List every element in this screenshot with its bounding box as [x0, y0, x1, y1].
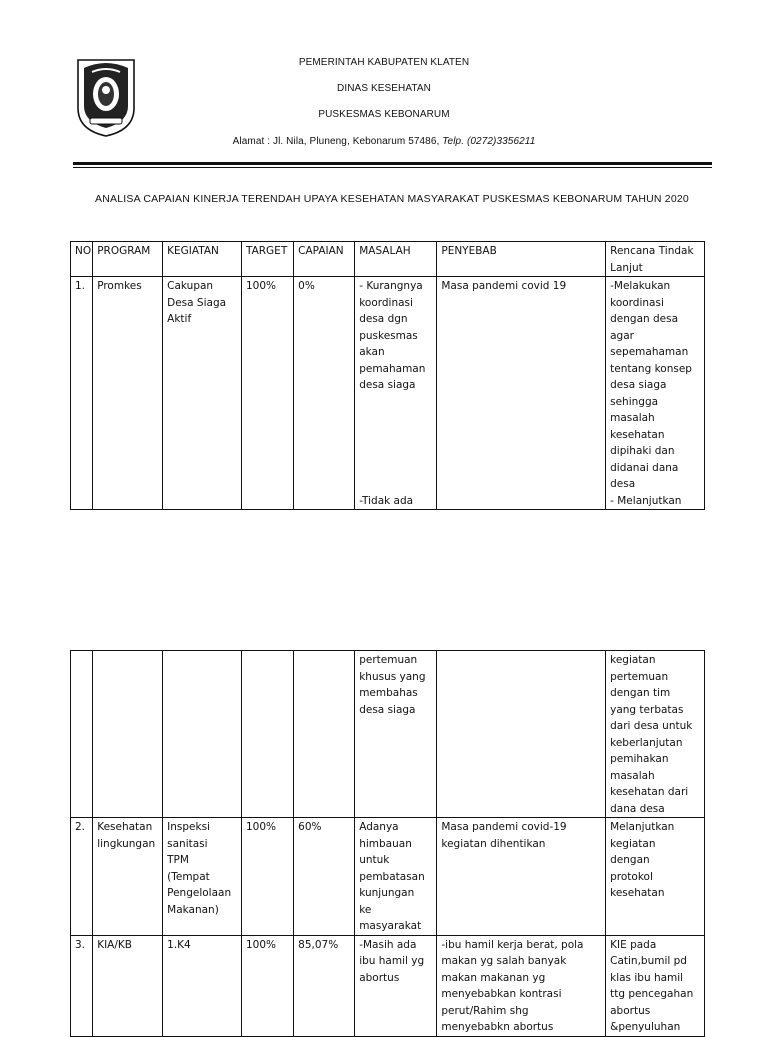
letterhead-address [0, 136, 768, 147]
table-header-row [71, 242, 705, 277]
cell-program [93, 651, 163, 818]
performance-table-page1 [70, 241, 705, 510]
header-target: TARGET [241, 242, 293, 277]
cell-rencana: -Melakukan koordinasi dengan desa agar sepemahaman tentang konsep desa siaga sehingga masalah kesehatan dipihaki dan didanai dana desa - Melanjutkan [606, 277, 705, 510]
cell-no: 2. [71, 818, 93, 936]
cell-target: 100% [241, 277, 293, 510]
cell-penyebab: Masa pandemi covid-19 kegiatan dihentikan [437, 818, 606, 936]
header-capaian: CAPAIAN [294, 242, 355, 277]
cell-no: 3. [71, 935, 93, 1036]
kabupaten-klaten-emblem [76, 58, 136, 138]
cell-capaian: 85,07% [294, 935, 355, 1036]
table-row [71, 277, 705, 510]
cell-program: Promkes [93, 277, 163, 510]
cell-capaian [294, 651, 355, 818]
cell-target [241, 651, 293, 818]
cell-masalah: Adanya himbauan untuk pembatasan kunjungan ke masyarakat [355, 818, 437, 936]
letterhead-puskesmas: PUSKESMAS KEBONARUM [318, 109, 450, 120]
cell-target: 100% [241, 935, 293, 1036]
cell-program: KIA/KB [93, 935, 163, 1036]
cell-capaian: 60% [294, 818, 355, 936]
header-masalah: MASALAH [355, 242, 437, 277]
cell-capaian: 0% [294, 277, 355, 510]
performance-table-page2 [70, 650, 705, 1037]
cell-penyebab [437, 651, 606, 818]
cell-rencana: kegiatan pertemuan dengan tim yang terbatas dari desa untuk keberlanjutan pemihakan masalah kesehatan dari dana desa [606, 651, 705, 818]
cell-penyebab: Masa pandemi covid 19 [437, 277, 606, 510]
table-row [71, 651, 705, 818]
phone-text: Telp. (0272)3356211 [442, 136, 536, 147]
address-text: Alamat : Jl. Nila, Pluneng, Kebonarum 57486, [232, 136, 443, 147]
document-title: ANALISA CAPAIAN KINERJA TERENDAH UPAYA KESEHATAN MASYARAKAT PUSKESMAS KEBONARUM TAHUN 2020 [95, 193, 689, 205]
header-program: PROGRAM [93, 242, 163, 277]
header-no: NO [71, 242, 93, 277]
cell-rencana: KIE pada Catin,bumil pd klas ibu hamil ttg pencegahan abortus &penyuluhan [606, 935, 705, 1036]
header-rencana: Rencana Tindak Lanjut [606, 242, 705, 277]
cell-no [71, 651, 93, 818]
cell-masalah: pertemuan khusus yang membahas desa siaga [355, 651, 437, 818]
cell-kegiatan: 1.K4 [163, 935, 242, 1036]
cell-rencana: Melanjutkan kegiatan dengan protokol kesehatan [606, 818, 705, 936]
cell-no: 1. [71, 277, 93, 510]
cell-masalah: -Masih ada ibu hamil yg abortus [355, 935, 437, 1036]
letterhead-department: DINAS KESEHATAN [337, 83, 431, 94]
cell-kegiatan: Cakupan Desa Siaga Aktif [163, 277, 242, 510]
table-row [71, 818, 705, 936]
cell-masalah: - Kurangnya koordinasi desa dgn puskesmas akan pemahaman desa siaga -Tidak ada [355, 277, 437, 510]
letterhead-government: PEMERINTAH KABUPATEN KLATEN [298, 57, 470, 68]
letterhead-rule-thin [73, 167, 712, 168]
cell-penyebab: -ibu hamil kerja berat, pola makan yg salah banyak makan makanan yg menyebabkan kontrasi perut/Rahim shg menyebabkn abortus [437, 935, 606, 1036]
cell-kegiatan: Inspeksi sanitasi TPM (Tempat Pengelolaan Makanan) [163, 818, 242, 936]
letterhead-rule [73, 162, 712, 165]
cell-kegiatan [163, 651, 242, 818]
cell-program: Kesehatan lingkungan [93, 818, 163, 936]
table-row [71, 935, 705, 1036]
header-kegiatan: KEGIATAN [163, 242, 242, 277]
cell-target: 100% [241, 818, 293, 936]
header-penyebab: PENYEBAB [437, 242, 606, 277]
